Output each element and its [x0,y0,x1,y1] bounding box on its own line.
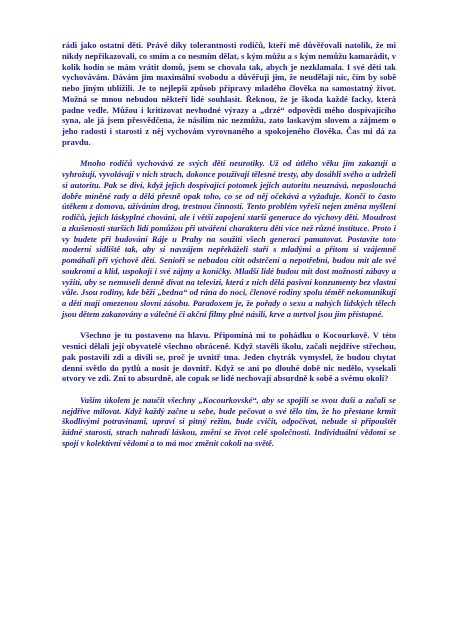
paragraph-2: Mnoho rodičů vychovává ze svých dětí neurotiky. Už od útlého věku jim zakazují a vyhrožují, vyvolávají v nich strach, dokonce používají tělesné tresty, aby dosáhli svého a udrželi si autoritu. Pak se diví, když jejich dospívající potomek jejich autoritu neuznává, neposlouchá dobře míněné rady a dělá přesně opak toho, co se od něj očekává a vyžaduje. Končí to často útěkem z domova, užíváním drog, trestnou činností. Tento problém vyřeší nejen změna myšlení rodičů, jejich láskyplné chování, ale i větší zapojení starší generace do výchovy dětí. Moudrost a zkušenosti starších lidí pomůžou při utváření charakteru dětí více než různé instituce. Proto i vy budete při budování Ráje u Prahy na soužití všech generací pamatovat. Postavíte toto moderní sídliště tak, aby si navzájem nepřekáželi staří s mladými a přitom si vzájemně pomáhali při výchově dětí. Senioři se nebudou cítit odstrčení a nepotřební, budou mít ale své soukromí a klid, uspokojí i své zájmy a koníčky. Mladší lidé budou mít dost možností zábavy a vyžití, aby se nemuseli denně dívat na televizi, která z nich dělá pasivní konzumenty bez vlastní vůle. Jsou rodiny, kde běží „bedna“ od rána do noci, členové rodiny spolu téměř nekomunikují a děti mají omezenou slovní zásobu. Paradoxem je, že pořady o sexu a nahých lidských tělech jsou dětem zakazovány a válečné či akční filmy plné násilí, krve a mrtvol jsou jim přístupné. [62,158,396,319]
document-page [62,40,396,449]
paragraph-gap [62,384,396,395]
paragraph-1: rádi jako ostatní děti. Právě díky tolerantnosti rodičů, kteří mě důvěřovali natolik, že mi nikdy nepřikazovali, co smím a co nesmím dělat, s kým můžu a s kým nemůžu kamarádit, v kolik hodin se mám vrátit domů, jsem se chovala tak, abych je nezklamala. I své děti tak vychovávám. Dávám jim maximální svobodu a důvěřuji jim, že neudělají nic, čím by sobě nebo jiným ublížili. Je to nejlepší způsob přípravy mladého člověka na samostatný život. Možná se mnou nebudou někteří lidé souhlasit. Řeknou, že je škoda každé facky, která padne vedle. Můžou i kritizovat nevhodné výrazy a „drzé“ odpovědi mého dospívajícího syna, ale já jsem přesvědčena, že násilím nic nezmůžu, zato laskavým slovem a zájmem o jeho radosti i starosti z něj vychovám vyrovnaného a spokojeného člověka. Čas mi dá za pravdu. [62,40,396,147]
paragraph-4: Vaším úkolem je naučit všechny „Kocourkovské“, aby se spojili se svou duší a začali se nejdříve milovat. Když každý začne u sebe, bude pečovat o své tělo tím, že ho přestane krmit škodlivými potravinami, upraví si pitný režim, bude cvičit, odpočívat, nebude si připouštět žádné starosti, strach nahradí láskou, změní se život celé společnosti. Individuální vědomí se spojí v kolektivní vědomí a to má moc změnit cokoli na světě. [62,394,396,448]
paragraph-gap [62,148,396,159]
paragraph-3: Všechno je tu postaveno na hlavu. Připomíná mi to pohádku o Kocourkově. V této vesnici dělali její obyvatelé všechno obráceně. Když stavěli školu, začali nejdříve střechou, pak postavili zdi a divili se, proč je uvnitř tma. Jeden chytrák vymyslel, že budou chytat denní světlo do pytlů a nosit je dovnitř. Když se ani po dlouhé době nic nedělo, vysekali otvory ve zdi. Zní to absurdně, ale copak se lidé nechovají absurdně k sobě a svému okolí? [62,330,396,384]
paragraph-gap [62,320,396,331]
